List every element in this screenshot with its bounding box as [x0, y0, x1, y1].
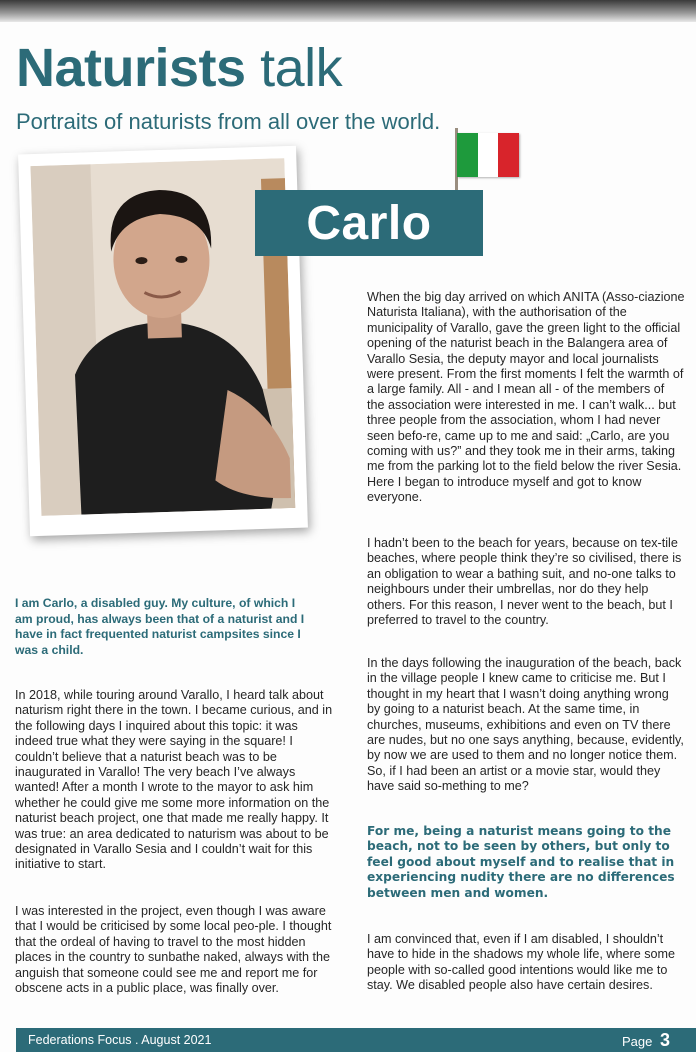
- section-subtitle: Portraits of naturists from all over the world.: [16, 109, 441, 134]
- flag-stripe-red: [498, 133, 519, 177]
- page-footer: [16, 1028, 696, 1052]
- portrait-name: Carlo: [306, 196, 432, 250]
- portrait-name-banner: [255, 190, 483, 256]
- title-light-word: talk: [260, 38, 343, 98]
- page-indicator: [622, 1030, 670, 1051]
- right-paragraph-3: In the days following the inauguration of the beach, back in the village people I knew came to criticise me. But I thought in my heart that I wasn’t doing anything wrong by going to a naturist beach. At the same time, in churches, museums, exhibitions and even on TV there are nudes, but no one says anything, because, evidently, by now we are used to them and no longer notice them. So, if I had been an artist or a movie star, would they have said so-mething to me?: [367, 656, 684, 794]
- title-bold-word: Naturists: [16, 38, 246, 98]
- intro-quote: I am Carlo, a disabled guy. My culture, of which I am proud, has always been that of a naturist and I have in fact frequented naturist campsites since I was a child.: [15, 596, 305, 657]
- publication-info: Federations Focus . August 2021: [28, 1033, 212, 1047]
- right-paragraph-1: When the big day arrived on which ANITA (Asso-ciazione Naturista Italiana), with the authorisation of the municipality of Varallo, gave the green light to the official opening of the naturist beach in the Balangera area of Varallo Sesia, the deputy mayor and local journalists were present. From the first moments I felt the warmth of a large family. All - and I mean all - of the members of the association were interested in me. I can’t walk... but three people from the association, whom I had never seen befo-re, came up to me and said: „Carlo, are you coming with us?” and they took me in their arms, taking me from the parking lot to the field below the river Sesia. Here I began to introduce myself and got to know everyone.: [367, 290, 685, 505]
- page-label: Page: [621, 1034, 653, 1049]
- pull-quote: For me, being a naturist means going to the beach, not to be seen by others, but only to feel good about myself and to realise that in experiencing nudity there are no differences between men and women.: [367, 824, 675, 900]
- flag-stripe-white: [478, 133, 499, 177]
- left-paragraph-1: In 2018, while touring around Varallo, I heard talk about naturism right there in the town. I became curious, and in the following days I inquired about this topic: it was indeed true what they were saying in the square! I couldn’t believe that a naturist beach was to be inaugurated in Varallo! The very beach I’ve always wanted! After a month I wrote to the mayor to ask him whether he could give me some more information on the naturist beach project, one that made me really happy. It was true: an area dedicated to naturism was about to be designated in Varallo Sesia and I couldn’t wait for this initiative to start.: [15, 688, 333, 872]
- flag-stripe-green: [457, 133, 478, 177]
- italy-flag-icon: [457, 133, 519, 177]
- left-paragraph-2: I was interested in the project, even though I was aware that I would be criticised by some local peo-ple. I thought that the ordeal of having to travel to the most hidden places in the country to sunbathe naked, always with the anguish that someone could see me and report me for obscene acts in a public place, was finally over.: [15, 904, 332, 996]
- scan-top-edge: [0, 0, 696, 22]
- magazine-section-title: [16, 38, 342, 98]
- right-paragraph-4: I am convinced that, even if I am disabled, I shouldn’t have to hide in the shadows my whole life, where some people with so-called good intentions would like me to stay. We disabled people also have certain desires.: [367, 932, 676, 993]
- page-number: 3: [659, 1030, 670, 1050]
- right-paragraph-2: I hadn’t been to the beach for years, because on tex-tile beaches, where people think they’re so civilised, there is an obligation to wear a bathing suit, and no-one talks to neighbours under their umbrellas, nor do they help others. For this reason, I never went to the beach, but I preferred to travel to the country.: [367, 536, 682, 628]
